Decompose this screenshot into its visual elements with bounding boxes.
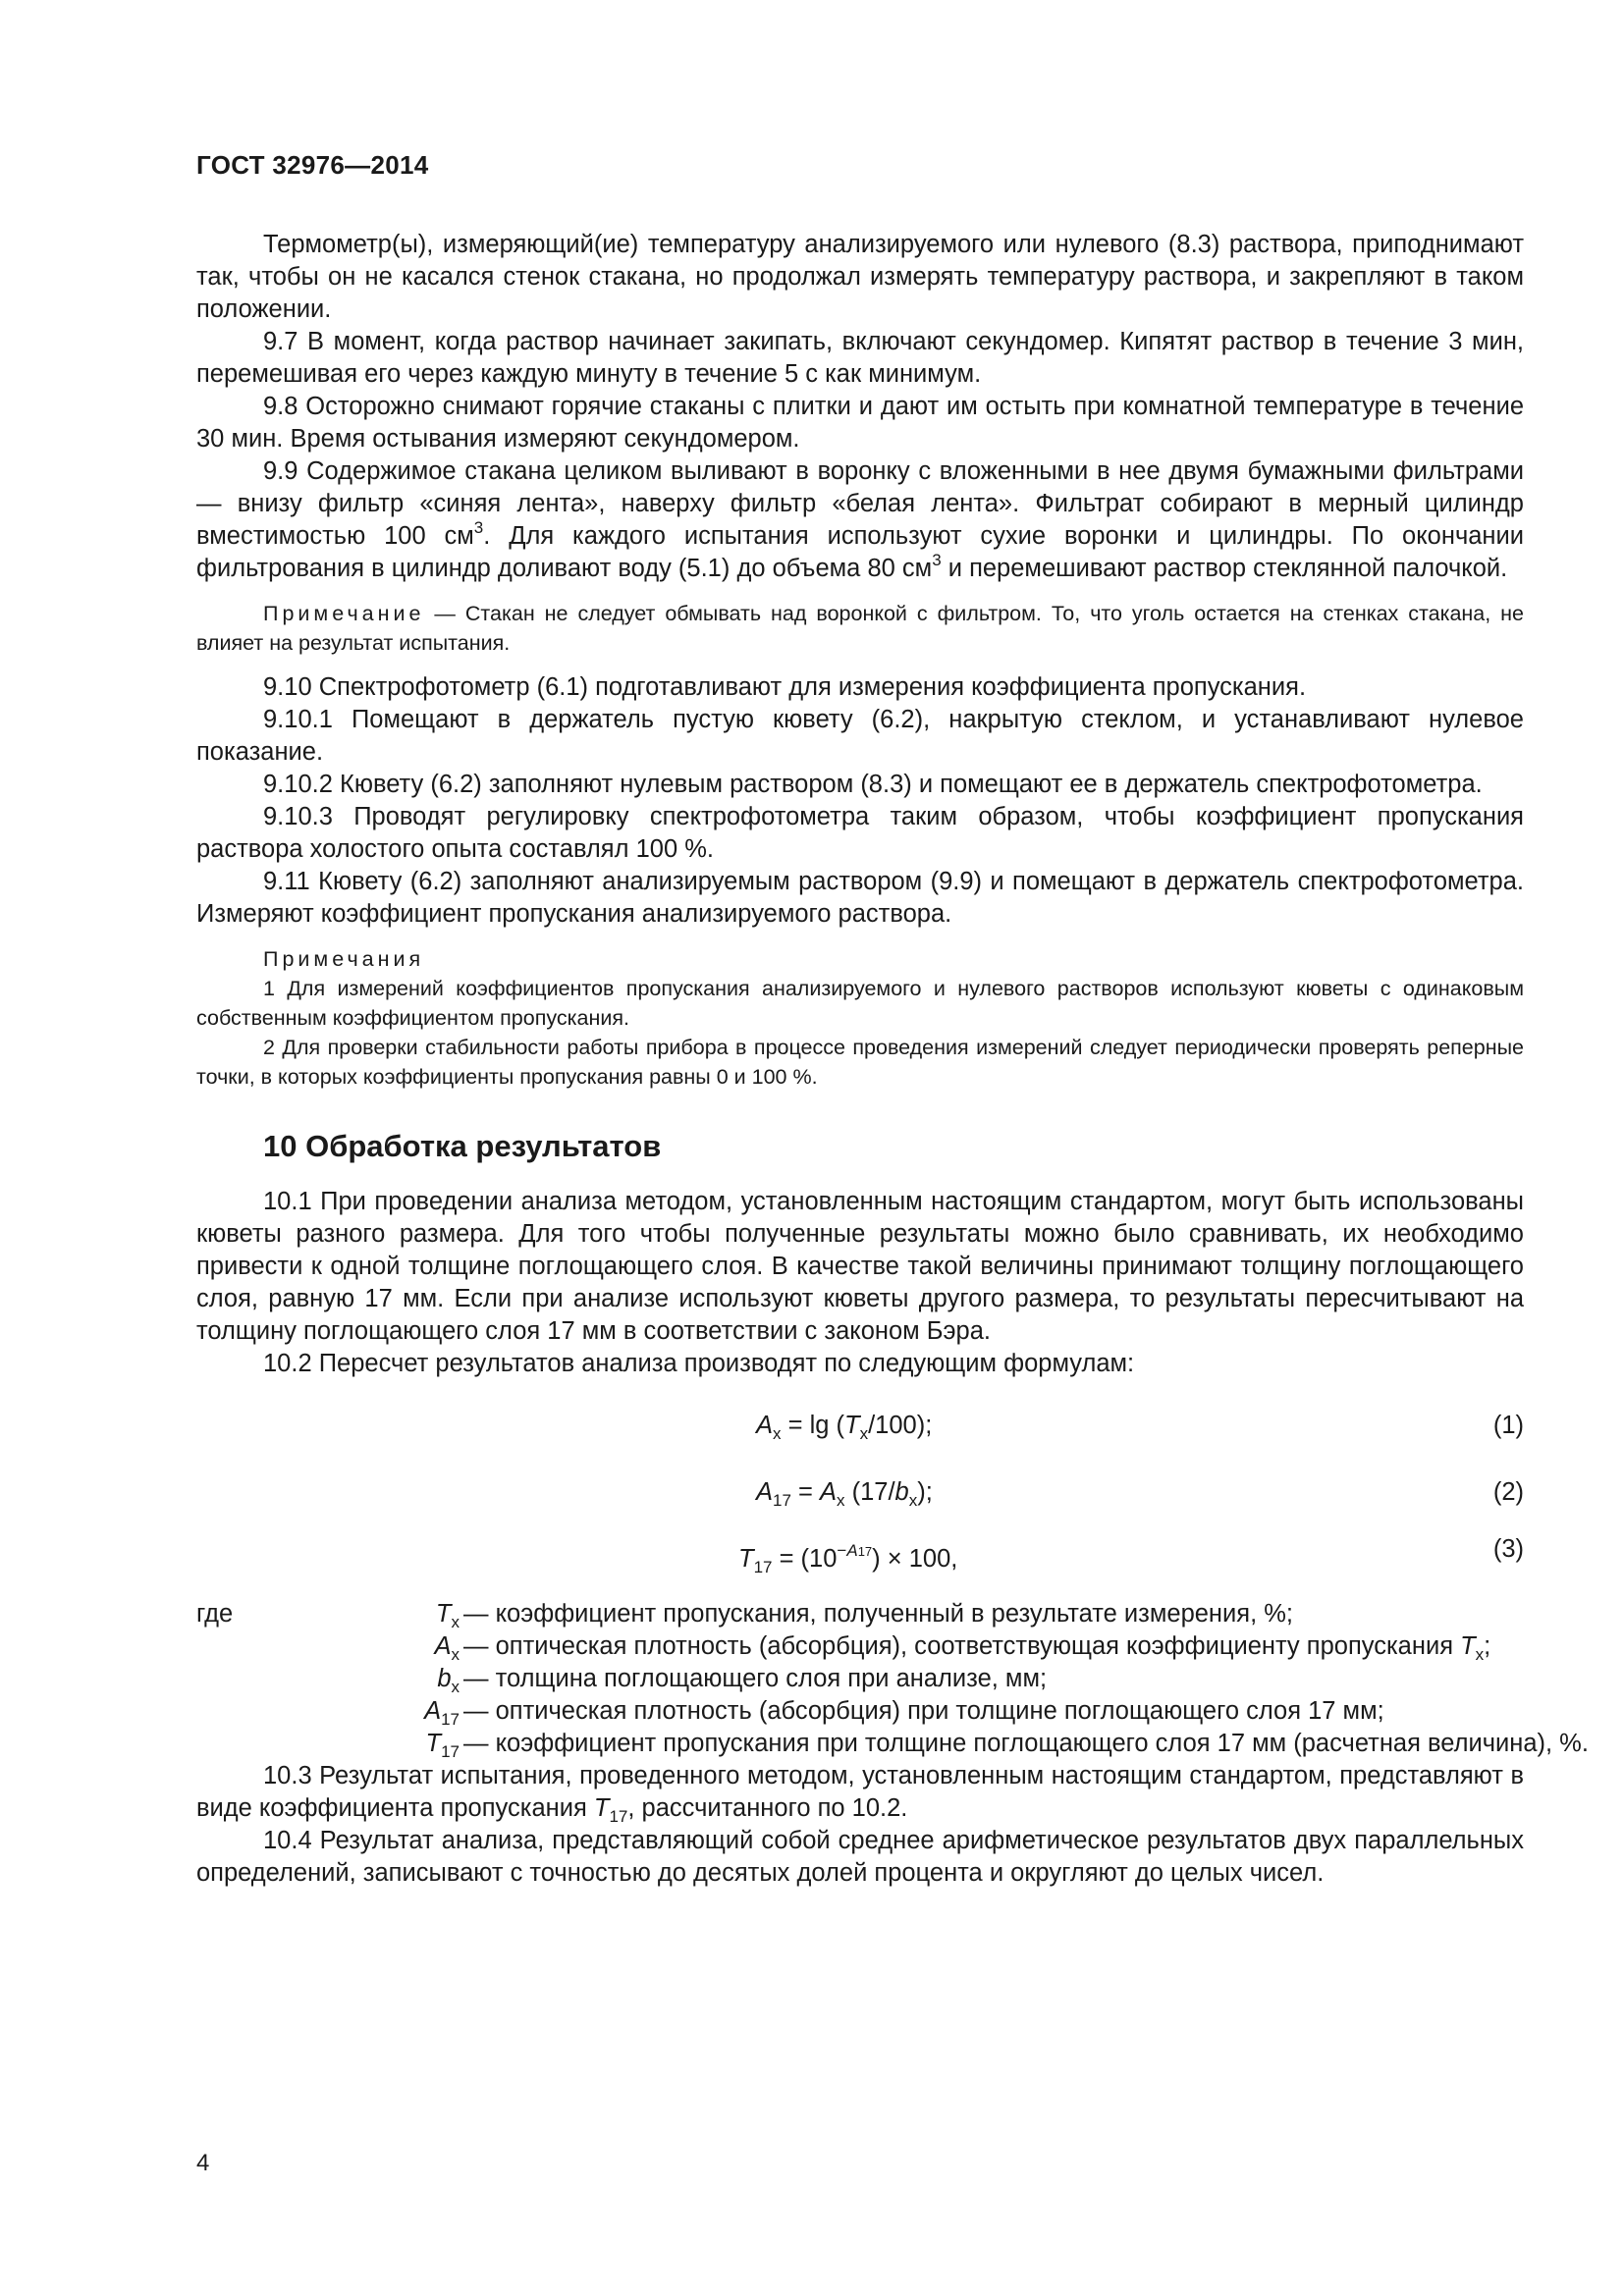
paragraph-9-10-1: 9.10.1 Помещают в держатель пустую кювету (6.2), накрытую стеклом, и устанавливают нулевое показание. (196, 706, 1524, 766)
note-item-1: 1 Для измерений коэффициентов пропускания анализируемого и нулевого растворов используют кюветы с одинаковым собственным коэффициентом пропускания. (196, 977, 1524, 1030)
paragraph-10-4: 10.4 Результат анализа, представляющий собой среднее арифметическое результатов двух параллельных определений, записывают с точностью до десятых долей процента и округляют до целых чисел. (196, 1827, 1524, 1887)
note-item-2: 2 Для проверки стабильности работы прибора в процессе проведения измерений следует периодически проверять реперные точки, в которых коэффициенты пропускания равны 0 и 100 %. (196, 1036, 1524, 1089)
definition-item: $T_{17}$ — коэффициент пропускания при толщине поглощающего слоя 17 мм (расчетная величина), %. (425, 1730, 1589, 1761)
paragraph-9-10-2: 9.10.2 Кювету (6.2) заполняют нулевым раствором (8.3) и помещают ее в держатель спектрофотометра. (263, 771, 1483, 798)
definitions-list (196, 1598, 1589, 1761)
paragraph-9-11: 9.11 Кювету (6.2) заполняют анализируемым раствором (9.9) и помещают в держатель спектрофотометра. Измеряют коэффициент пропускания анализируемого раствора. (196, 868, 1524, 928)
paragraph-thermometer: Термометр(ы), измеряющий(ие) температуру анализируемого или нулевого (8.3) раствора, приподнимают так, чтобы он не касался стенок стакана, но продолжал измерять температуру раствора, и закрепляют в таком положении. (196, 231, 1524, 323)
note-filter: Примечание — Стакан не следует обмывать над воронкой с фильтром. То, что уголь остается на стенках стакана, не влияет на результат испытания. (196, 602, 1525, 655)
document-page (196, 0, 1589, 2296)
paragraph-9-8: 9.8 Осторожно снимают горячие стаканы с плитки и дают им остыть при комнатной температуре в течение 30 мин. Время остывания измеряют секундомером. (196, 393, 1524, 453)
paragraph-10-2: 10.2 Пересчет результатов анализа производят по следующим формулам: (263, 1350, 1135, 1377)
formula-3: $T_{17} = (10^{-A17}) \times 100$, (3) (738, 1535, 1524, 1576)
formula-2: $A_{17} = A_x$ $(17/b_x)$; (2) (756, 1478, 1524, 1510)
formula-number: (3) (1492, 1535, 1524, 1563)
paragraph-9-9: 9.9 Содержимое стакана целиком выливают в воронку с вложенными в нее двумя бумажными фильтрами — внизу фильтр «синяя лента», наверху фильтр «белая лента». Фильтрат собирают в мерный цилиндр вместимостью 100 $см^3$. Для каждого испытания используют сухие воронки и цилиндры. По окончании фильтрования в цилиндр доливают воду (5.1) до объема 80 $см^3$ и перемешивают раствор стеклянной палочкой. (196, 457, 1524, 582)
definition-item: $b_x$ — толщина поглощающего слоя при анализе, мм; (437, 1665, 1048, 1696)
note-label: Примечание (263, 602, 425, 625)
document-header: ГОСТ 32976—2014 (196, 150, 429, 180)
paragraph-10-1: 10.1 При проведении анализа методом, установленным настоящим стандартом, могут быть использованы кюветы разного размера. Для того чтобы полученные результаты можно было сравнивать, их необходимо привести к одной толщине поглощающего слоя. В качестве такой величины принимают толщину поглощающего слоя, равную 17 мм. Если при анализе используют кюветы другого размера, то результаты пересчитывают на толщину поглощающего слоя 17 мм в соответствии с законом Бэра. (196, 1188, 1524, 1345)
section-title: 10 Обработка результатов (263, 1129, 662, 1163)
definition-item: $A_x$ — оптическая плотность (абсорбция), соответствующая коэффициенту пропускания $T_x$; (434, 1632, 1491, 1664)
paragraph-9-10: 9.10 Спектрофотометр (6.1) подготавливают для измерения коэффициента пропускания. (263, 673, 1307, 701)
paragraph-10-3: 10.3 Результат испытания, проведенного методом, установленным настоящим стандартом, представляют в виде коэффициента пропускания $T_{17}$, рассчитанного по 10.2. (196, 1762, 1524, 1826)
document-body (196, 229, 1589, 1890)
formula-number: (2) (1492, 1478, 1524, 1506)
page-number: 4 (196, 2150, 210, 2176)
notes-label: Примечания (263, 947, 425, 971)
formula-number: (1) (1492, 1412, 1524, 1439)
paragraph-9-7: 9.7 В момент, когда раствор начинает закипать, включают секундомер. Кипятят раствор в течение 3 мин, перемешивая его через каждую минуту в течение 5 с как минимум. (196, 328, 1524, 388)
formula-1: $A_x = \lg (T_x/100)$; (1) (756, 1412, 1524, 1443)
paragraph-9-10-3: 9.10.3 Проводят регулировку спектрофотометра таким образом, чтобы коэффициент пропускания раствора холостого опыта составлял 100 %. (196, 803, 1524, 863)
definition-item: где $T_x$ — коэффициент пропускания, полученный в результате измерения, %; (196, 1600, 1293, 1631)
definition-item: $A_{17}$ — оптическая плотность (абсорбция) при толщине поглощающего слоя 17 мм; (424, 1697, 1384, 1729)
